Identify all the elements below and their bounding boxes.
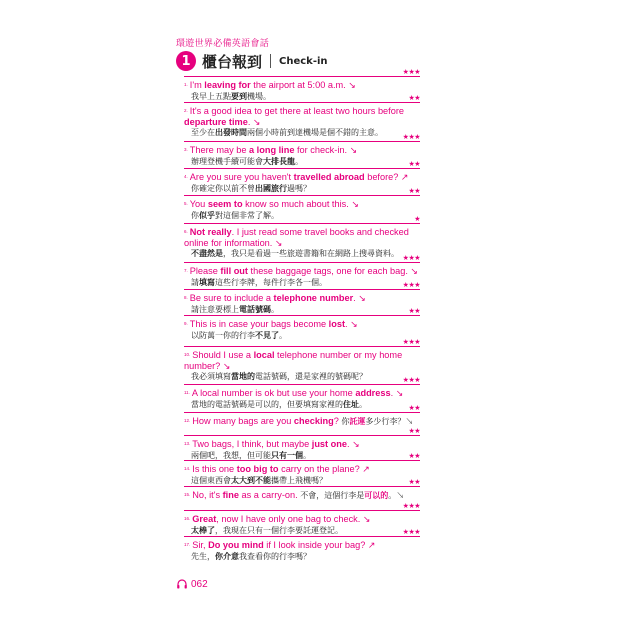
difficulty-stars: ★★★ xyxy=(402,254,420,262)
difficulty-stars: ★★★ xyxy=(402,502,420,510)
headphones-icon[interactable] xyxy=(176,578,188,590)
english-sentence: $^{2.}$ It's a good idea to get there at least two hours before departure time. ↘ xyxy=(184,106,404,127)
phrase-number: 15. xyxy=(184,492,191,497)
phrase-entry xyxy=(184,464,422,486)
phrase-number: 17. xyxy=(184,542,191,547)
english-sentence: $^{11.}$ A local number is ok but use your home address. ↘ xyxy=(184,388,404,398)
phrase-entry xyxy=(184,266,422,288)
chinese-translation: 至少在出發時間兩個小時前到達機場是個不錯的主意。 xyxy=(191,128,383,137)
chinese-translation: 我早上五點要到機場。 xyxy=(191,91,271,101)
entry-divider xyxy=(184,412,420,413)
entry-divider xyxy=(184,510,420,511)
english-sentence: $^{17.}$ Sir, Do you mind if I look inside your bag? ↗ xyxy=(184,540,376,550)
phrase-entry xyxy=(184,145,422,167)
phrase-entry xyxy=(184,80,422,102)
phrase-number: 7. xyxy=(184,268,188,273)
chapter-number: 1 xyxy=(176,51,196,71)
english-sentence: $^{8.}$ Be sure to include a telephone number. ↘ xyxy=(184,293,366,303)
english-sentence: $^{12.}$ How many bags are you checking? 你託運多少行李？↘ xyxy=(184,416,414,426)
phrase-number: 9. xyxy=(184,321,188,326)
entry-divider xyxy=(184,315,420,316)
phrase-number: 13. xyxy=(184,441,191,446)
chinese-translation: 你確定你以前不曾出國旅行過嗎？ xyxy=(191,183,311,193)
phrase-entry xyxy=(184,319,422,341)
phrase-number: 5. xyxy=(184,201,188,206)
chapter-subtitle: Check-in xyxy=(279,55,328,67)
chinese-translation: 太棒了，我現在只有一個行李要託運登記。 xyxy=(191,525,343,535)
phrase-entry xyxy=(184,199,422,221)
difficulty-stars: ★★ xyxy=(408,187,420,195)
english-sentence: $^{15.}$ No, it's fine as a carry-on. 不會，這個行李是可以的。↘ xyxy=(184,490,405,500)
difficulty-stars: ★★★ xyxy=(402,68,420,76)
english-sentence: $^{7.}$ Please fill out these baggage tags, one for each bag. ↘ xyxy=(184,266,419,276)
entry-divider xyxy=(184,262,420,263)
chinese-translation: 以防萬一你的行李不見了。 xyxy=(191,330,287,340)
entry-divider xyxy=(184,346,420,347)
phrase-number: 10. xyxy=(184,352,191,357)
entry-divider xyxy=(184,141,420,142)
chapter-title: 櫃台報到 xyxy=(202,52,263,71)
phrase-number: 8. xyxy=(184,295,188,300)
phrase-entry xyxy=(184,439,422,461)
phrase-entry xyxy=(184,227,422,259)
difficulty-stars: ★★ xyxy=(408,94,420,102)
chinese-translation: 這個東西會太大到不能攜帶上飛機嗎？ xyxy=(191,475,327,485)
entry-divider xyxy=(184,536,420,537)
entry-divider xyxy=(184,435,420,436)
phrase-number: 14. xyxy=(184,466,191,471)
entry-divider xyxy=(184,289,420,290)
phrase-entry xyxy=(184,416,422,428)
difficulty-stars: ★★ xyxy=(408,404,420,412)
english-sentence: $^{1.}$ I'm leaving for the airport at 5:00 a.m. ↘ xyxy=(184,80,356,90)
chinese-translation: 先生，你介意我查看你的行李嗎？ xyxy=(191,551,311,561)
chinese-translation: 請注意要標上電話號碼。 xyxy=(191,304,279,314)
phrase-number: 3. xyxy=(184,147,188,152)
page-footer xyxy=(176,578,208,590)
phrase-entry xyxy=(184,293,422,315)
difficulty-stars: ★★ xyxy=(408,307,420,315)
difficulty-stars: ★★★ xyxy=(402,338,420,346)
phrase-entry xyxy=(184,490,422,502)
entry-divider xyxy=(184,223,420,224)
difficulty-stars: ★★★ xyxy=(402,528,420,536)
english-sentence: $^{14.}$ Is this one too big to carry on the plane? ↗ xyxy=(184,464,371,474)
english-sentence: $^{4.}$ Are you sure you haven't travelled abroad before? ↗ xyxy=(184,172,409,182)
phrase-entry xyxy=(184,388,422,410)
phrase-entry xyxy=(184,106,422,138)
entry-divider xyxy=(184,384,420,385)
english-sentence: $^{9.}$ This is in case your bags become lost. ↘ xyxy=(184,319,358,329)
phrase-number: 1. xyxy=(184,82,188,87)
phrase-number: 11. xyxy=(184,390,190,395)
difficulty-stars: ★★ xyxy=(408,452,420,460)
phrase-number: 4. xyxy=(184,174,188,179)
english-sentence: $^{10.}$ Should I use a local telephone number or my home number? ↘ xyxy=(184,350,403,371)
difficulty-stars: ★★★ xyxy=(402,133,420,141)
phrase-number: 6. xyxy=(184,229,188,234)
entry-divider xyxy=(184,76,420,77)
book-title: 環遊世界必備英語會話 xyxy=(176,39,270,49)
english-sentence: $^{3.}$ There may be a long line for check-in. ↘ xyxy=(184,145,358,155)
phrase-entry xyxy=(184,514,422,536)
chinese-translation: 你似乎對這個非常了解。 xyxy=(191,210,279,220)
difficulty-stars: ★★ xyxy=(408,160,420,168)
english-sentence: $^{5.}$ You seem to know so much about this. ↘ xyxy=(184,199,360,209)
english-sentence: $^{6.}$ Not really. I just read some travel books and checked online for information. ↘ xyxy=(184,227,409,248)
entry-divider xyxy=(184,102,420,103)
chinese-translation: 不盡然是，我只是看過一些旅遊書籍和在網路上搜尋資料。 xyxy=(191,249,399,258)
difficulty-stars: ★★ xyxy=(408,427,420,435)
entry-divider xyxy=(184,486,420,487)
phrase-entry xyxy=(184,172,422,194)
chinese-translation: 請填寫這些行李牌，每件行李各一個。 xyxy=(191,277,327,287)
english-sentence: $^{13.}$ Two bags, I think, but maybe just one. ↘ xyxy=(184,439,360,449)
difficulty-stars: ★★★ xyxy=(402,281,420,289)
phrase-number: 16. xyxy=(184,516,191,521)
chinese-translation: 我必須填寫當地的電話號碼，還是家裡的號碼呢？ xyxy=(191,372,367,381)
entry-divider xyxy=(184,460,420,461)
difficulty-stars: ★★★ xyxy=(402,376,420,384)
entry-divider xyxy=(184,195,420,196)
difficulty-stars: ★★ xyxy=(408,478,420,486)
phrase-entry xyxy=(184,350,422,382)
chinese-translation: 當地的電話號碼是可以的，但要填寫家裡的住址。 xyxy=(191,399,367,409)
chinese-translation: 你託運多少行李？↘ xyxy=(341,417,414,426)
chinese-translation: 不會，這個行李是可以的。↘ xyxy=(300,491,405,500)
phrase-number: 2. xyxy=(184,108,188,113)
chinese-translation: 兩個吧，我想，但可能只有一個。 xyxy=(191,450,311,460)
page-number: 062 xyxy=(191,578,208,590)
english-sentence: $^{16.}$ Great, now I have only one bag to check. ↘ xyxy=(184,514,371,524)
phrase-number: 12. xyxy=(184,418,191,423)
difficulty-stars: ★ xyxy=(414,215,420,223)
chinese-translation: 辦理登機手續可能會大排長龍。 xyxy=(191,156,303,166)
phrase-entry xyxy=(184,540,422,562)
entry-divider xyxy=(184,168,420,169)
